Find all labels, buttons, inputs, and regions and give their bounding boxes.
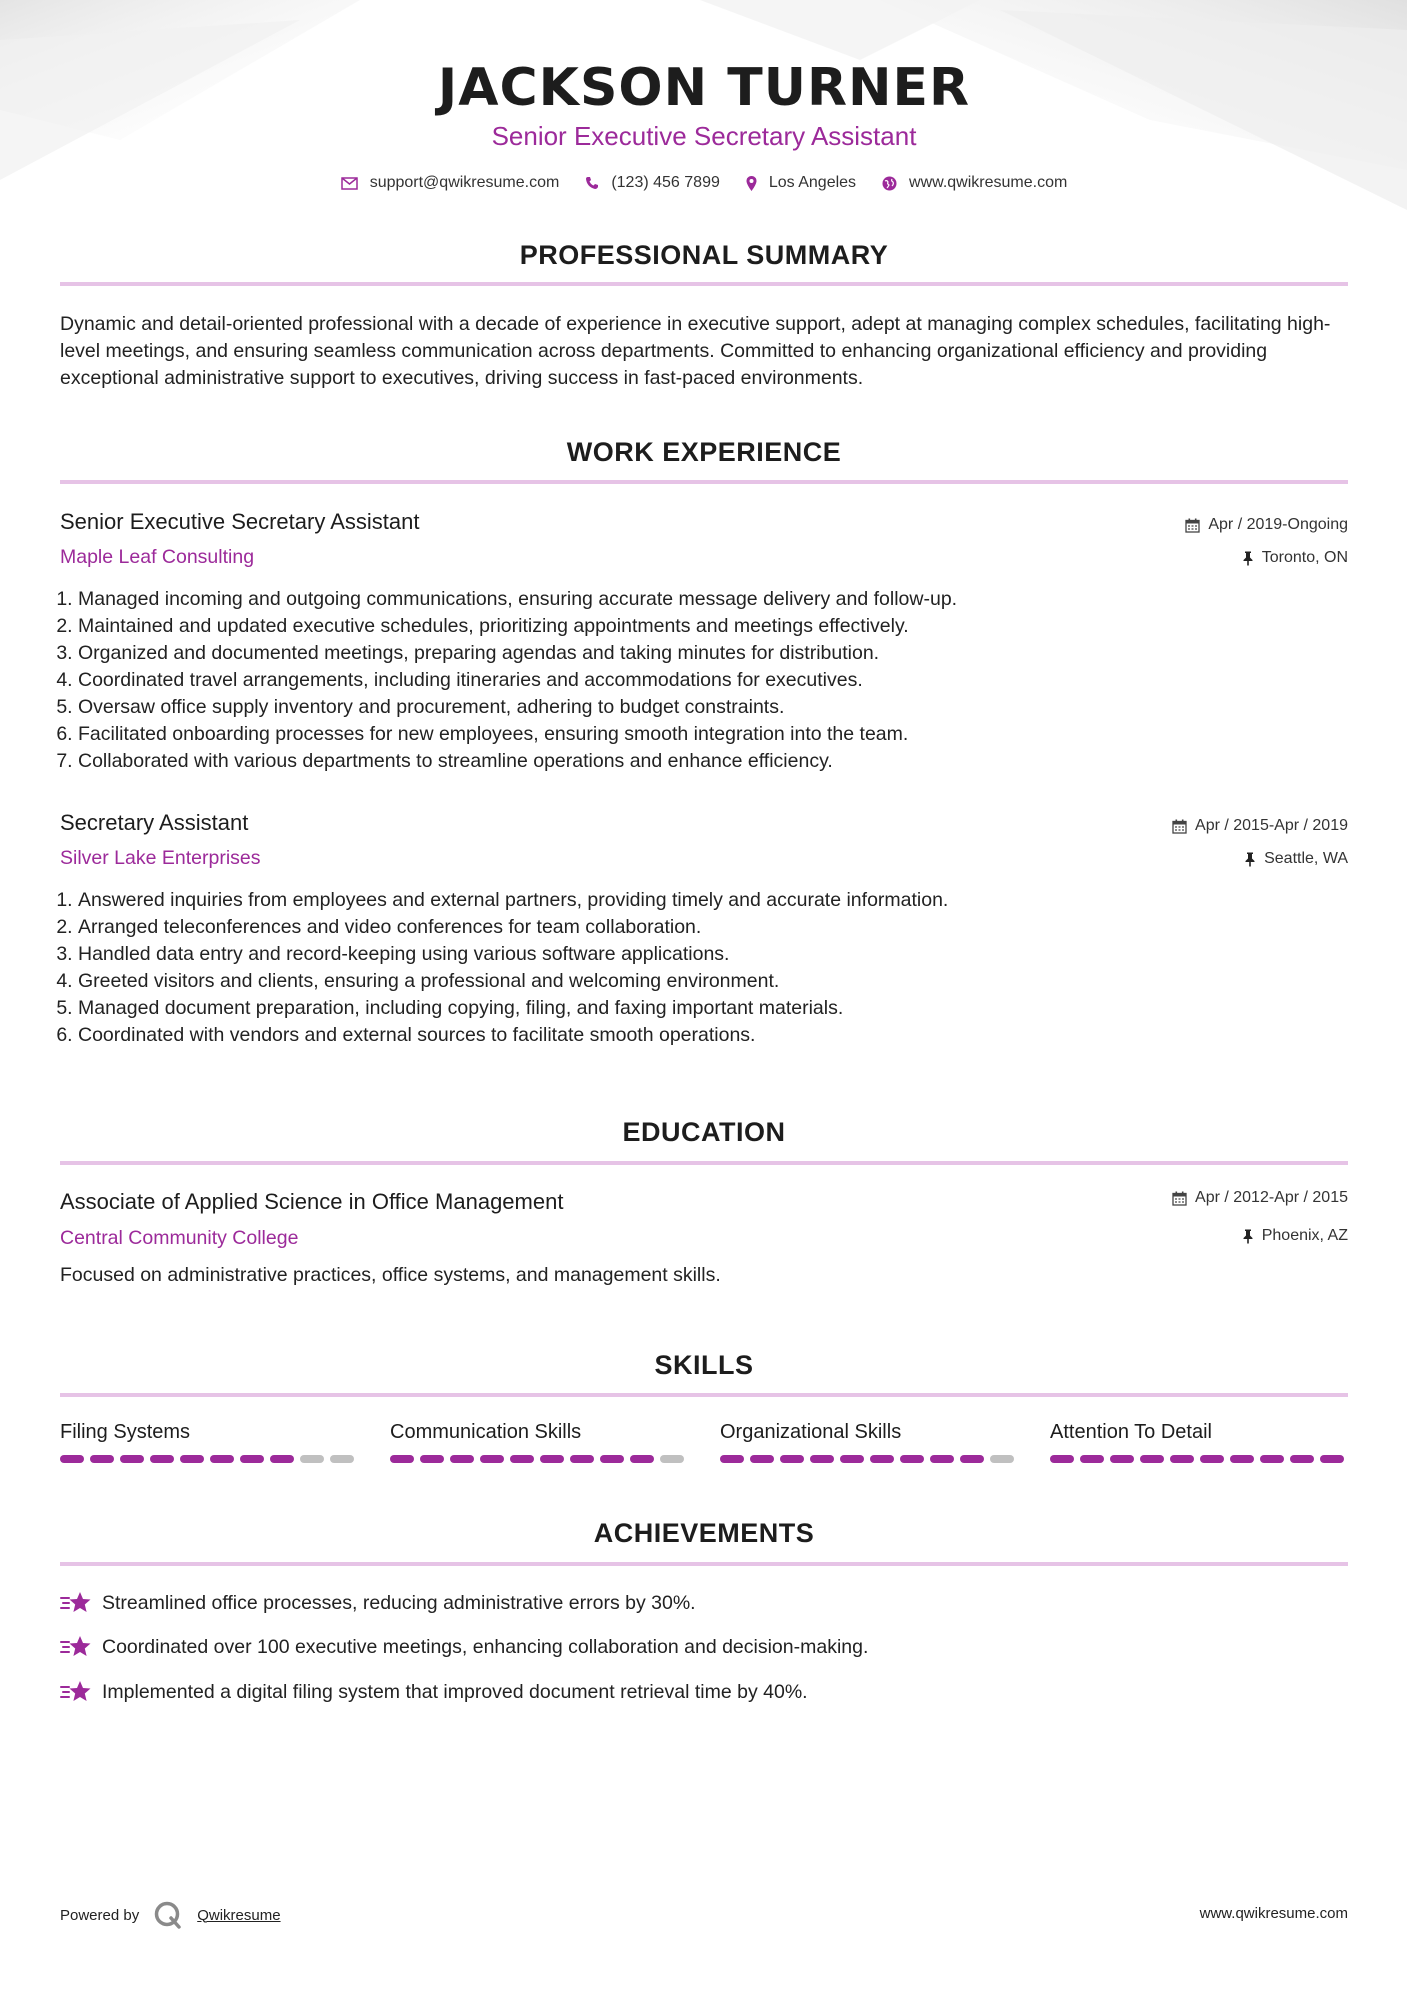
skill-level-segment bbox=[90, 1455, 114, 1463]
skill-level-segment bbox=[60, 1455, 84, 1463]
list-item: 1. Answered inquiries from employees and external partners, providing timely and accurate information. bbox=[78, 887, 1366, 914]
skill-item bbox=[60, 1421, 360, 1463]
contact-website[interactable] bbox=[882, 174, 1067, 192]
summary-text: Dynamic and detail-oriented professional with a decade of experience in executive support, adept at managing complex schedules, facilitating high-level meetings, and ensuring seamless communication across departments. Committed to enhancing organizational efficiency and providing exceptional administrative support to executives, driving success in fast-paced environments. bbox=[60, 313, 1331, 389]
qwikresume-logo-icon bbox=[153, 1900, 183, 1930]
school-name: Central Community College bbox=[60, 1227, 299, 1249]
list-item: 6. Facilitated onboarding processes for new employees, ensuring smooth integration into the team. bbox=[78, 721, 1366, 748]
skill-item bbox=[390, 1421, 690, 1463]
skill-level-segment bbox=[1200, 1455, 1224, 1463]
skill-level-segment bbox=[600, 1455, 624, 1463]
section-title-education: EDUCATION bbox=[622, 1117, 786, 1147]
job-location bbox=[1242, 549, 1348, 567]
skill-level-segment bbox=[120, 1455, 144, 1463]
skill-level-bar bbox=[60, 1455, 360, 1463]
skill-level-segment bbox=[720, 1455, 744, 1463]
section-title-experience: WORK EXPERIENCE bbox=[566, 437, 842, 467]
contact-location bbox=[746, 174, 856, 192]
job-location bbox=[1244, 850, 1348, 868]
list-item: 1. Managed incoming and outgoing communications, ensuring accurate message delivery and follow-up. bbox=[78, 586, 1366, 613]
education-dates-text: Apr / 2012-Apr / 2015 bbox=[1195, 1189, 1348, 1206]
skill-level-segment bbox=[1050, 1455, 1074, 1463]
skill-level-segment bbox=[960, 1455, 984, 1463]
skill-level-bar bbox=[720, 1455, 1020, 1463]
skill-level-segment bbox=[1230, 1455, 1254, 1463]
skill-level-segment bbox=[1290, 1455, 1314, 1463]
list-item: 3. Organized and documented meetings, preparing agendas and taking minutes for distribution. bbox=[78, 640, 1366, 667]
footer-website-link[interactable]: www.qwikresume.com bbox=[1199, 1905, 1348, 1922]
skill-level-bar bbox=[390, 1455, 690, 1463]
degree-title: Associate of Applied Science in Office Management bbox=[60, 1189, 564, 1214]
section-divider bbox=[60, 1161, 1348, 1165]
skill-level-segment bbox=[300, 1455, 324, 1463]
pushpin-icon bbox=[1244, 852, 1256, 867]
skill-name: Attention To Detail bbox=[1050, 1421, 1212, 1443]
map-pin-icon bbox=[746, 176, 757, 191]
job-location-text: Toronto, ON bbox=[1261, 549, 1348, 566]
achievement-text: Coordinated over 100 executive meetings, enhancing collaboration and decision-making. bbox=[102, 1635, 869, 1658]
section-title-skills: SKILLS bbox=[654, 1350, 754, 1380]
section-divider bbox=[60, 480, 1348, 484]
education-dates bbox=[1172, 1189, 1348, 1207]
list-item: 6. Coordinated with vendors and external sources to facilitate smooth operations. bbox=[78, 1022, 1366, 1049]
skill-level-segment bbox=[810, 1455, 834, 1463]
contact-email[interactable] bbox=[341, 174, 560, 192]
skill-level-segment bbox=[990, 1455, 1014, 1463]
envelope-icon bbox=[341, 177, 358, 190]
job-dates bbox=[1172, 817, 1348, 835]
skill-level-bar bbox=[1050, 1455, 1350, 1463]
education-location-text: Phoenix, AZ bbox=[1261, 1227, 1348, 1244]
skill-level-segment bbox=[480, 1455, 504, 1463]
section-divider bbox=[60, 1562, 1348, 1566]
achievement-text: Streamlined office processes, reducing administrative errors by 30%. bbox=[102, 1591, 696, 1614]
skill-level-segment bbox=[1170, 1455, 1194, 1463]
list-item: 5. Oversaw office supply inventory and procurement, adhering to budget constraints. bbox=[78, 694, 1366, 721]
job-dates-text: Apr / 2019-Ongoing bbox=[1208, 516, 1348, 533]
skill-name: Organizational Skills bbox=[720, 1421, 902, 1443]
skill-level-segment bbox=[150, 1455, 174, 1463]
job-dates bbox=[1185, 516, 1348, 534]
calendar-icon bbox=[1185, 518, 1200, 533]
website-text: www.qwikresume.com bbox=[909, 174, 1068, 191]
skill-level-segment bbox=[750, 1455, 774, 1463]
list-item: 2. Maintained and updated executive schedules, prioritizing appointments and meetings effectively. bbox=[78, 613, 1366, 640]
achievement-text: Implemented a digital filing system that improved document retrieval time by 40%. bbox=[102, 1680, 808, 1703]
skill-item bbox=[1050, 1421, 1350, 1463]
section-title-achievements: ACHIEVEMENTS bbox=[593, 1518, 815, 1548]
contact-bar bbox=[60, 174, 1348, 192]
powered-by-label: Powered by bbox=[60, 1906, 140, 1924]
skill-level-segment bbox=[330, 1455, 354, 1463]
skill-level-segment bbox=[1140, 1455, 1164, 1463]
skill-level-segment bbox=[240, 1455, 264, 1463]
skill-level-segment bbox=[210, 1455, 234, 1463]
pushpin-icon bbox=[1242, 1229, 1254, 1244]
skill-item bbox=[720, 1421, 1020, 1463]
candidate-name: JACKSON TURNER bbox=[437, 58, 971, 118]
skill-level-segment bbox=[1320, 1455, 1344, 1463]
list-item: 3. Handled data entry and record-keeping using various software applications. bbox=[78, 941, 1366, 968]
location-text: Los Angeles bbox=[768, 174, 857, 191]
shooting-star-icon bbox=[60, 1634, 92, 1660]
achievement-item bbox=[60, 1634, 868, 1660]
list-item: 4. Coordinated travel arrangements, including itineraries and accommodations for executives. bbox=[78, 667, 1366, 694]
candidate-role: Senior Executive Secretary Assistant bbox=[491, 121, 917, 151]
pushpin-icon bbox=[1242, 551, 1254, 566]
phone-text: (123) 456 7899 bbox=[611, 174, 720, 191]
brand-link[interactable]: Qwikresume bbox=[197, 1906, 281, 1924]
education-description: Focused on administrative practices, office systems, and management skills. bbox=[60, 1264, 721, 1286]
achievement-item bbox=[60, 1590, 696, 1616]
section-title-summary: PROFESSIONAL SUMMARY bbox=[519, 240, 889, 270]
job-responsibilities bbox=[60, 586, 1366, 775]
calendar-icon bbox=[1172, 819, 1187, 834]
skill-name: Filing Systems bbox=[60, 1421, 191, 1443]
footer-powered-by bbox=[60, 1900, 281, 1930]
list-item: 7. Collaborated with various departments to streamline operations and enhance efficiency. bbox=[78, 748, 1366, 775]
job-location-text: Seattle, WA bbox=[1264, 850, 1348, 867]
skill-level-segment bbox=[420, 1455, 444, 1463]
section-divider bbox=[60, 1393, 1348, 1397]
skill-level-segment bbox=[180, 1455, 204, 1463]
list-item: 2. Arranged teleconferences and video conferences for team collaboration. bbox=[78, 914, 1366, 941]
job-title: Secretary Assistant bbox=[60, 810, 249, 835]
section-divider bbox=[60, 282, 1348, 286]
skill-level-segment bbox=[930, 1455, 954, 1463]
education-location bbox=[1242, 1227, 1348, 1245]
skill-level-segment bbox=[450, 1455, 474, 1463]
skill-level-segment bbox=[270, 1455, 294, 1463]
skill-level-segment bbox=[1110, 1455, 1134, 1463]
skill-level-segment bbox=[1080, 1455, 1104, 1463]
job-responsibilities bbox=[60, 887, 1366, 1049]
skill-level-segment bbox=[390, 1455, 414, 1463]
skill-level-segment bbox=[660, 1455, 684, 1463]
calendar-icon bbox=[1172, 1191, 1187, 1206]
phone-icon bbox=[585, 176, 599, 190]
skill-level-segment bbox=[570, 1455, 594, 1463]
skill-level-segment bbox=[900, 1455, 924, 1463]
skill-level-segment bbox=[1260, 1455, 1284, 1463]
achievement-item bbox=[60, 1679, 808, 1705]
shooting-star-icon bbox=[60, 1590, 92, 1616]
skill-level-segment bbox=[510, 1455, 534, 1463]
skill-level-segment bbox=[870, 1455, 894, 1463]
skill-level-segment bbox=[540, 1455, 564, 1463]
company-name: Maple Leaf Consulting bbox=[60, 546, 255, 568]
email-text: support@qwikresume.com bbox=[369, 174, 560, 191]
list-item: 5. Managed document preparation, including copying, filing, and faxing important materials. bbox=[78, 995, 1366, 1022]
job-dates-text: Apr / 2015-Apr / 2019 bbox=[1195, 817, 1348, 834]
globe-icon bbox=[882, 176, 897, 191]
job-title: Senior Executive Secretary Assistant bbox=[60, 509, 420, 534]
contact-phone[interactable] bbox=[585, 174, 720, 192]
skill-level-segment bbox=[780, 1455, 804, 1463]
skill-level-segment bbox=[630, 1455, 654, 1463]
list-item: 4. Greeted visitors and clients, ensuring a professional and welcoming environment. bbox=[78, 968, 1366, 995]
company-name: Silver Lake Enterprises bbox=[60, 847, 261, 869]
shooting-star-icon bbox=[60, 1679, 92, 1705]
skill-name: Communication Skills bbox=[390, 1421, 582, 1443]
skill-level-segment bbox=[840, 1455, 864, 1463]
